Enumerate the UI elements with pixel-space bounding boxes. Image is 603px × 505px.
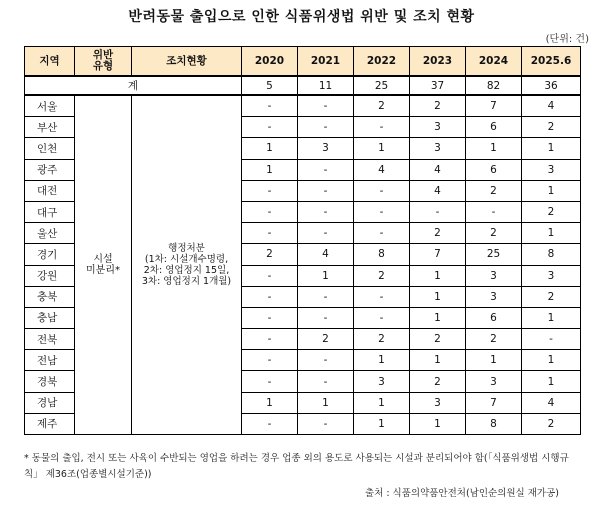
value-cell: 1 bbox=[522, 138, 581, 159]
action-cell: 행정처분 (1차: 시설개수명령, 2차: 영업정지 15일, 3차: 영업정지 1개월) bbox=[132, 95, 242, 435]
value-cell: 1 bbox=[410, 286, 466, 307]
region-cell: 경북 bbox=[25, 371, 75, 392]
value-cell: - bbox=[354, 117, 410, 138]
value-cell: - bbox=[298, 223, 354, 244]
total-cell: 37 bbox=[410, 76, 466, 95]
value-cell: 1 bbox=[242, 138, 298, 159]
value-cell: - bbox=[242, 95, 298, 117]
region-cell: 경기 bbox=[25, 244, 75, 265]
value-cell: 1 bbox=[354, 413, 410, 434]
region-cell: 충북 bbox=[25, 286, 75, 307]
violation-type-cell: 시설 미분리* bbox=[75, 95, 132, 435]
value-cell: - bbox=[298, 307, 354, 328]
value-cell: - bbox=[298, 117, 354, 138]
value-cell: 1 bbox=[522, 180, 581, 201]
value-cell: - bbox=[298, 201, 354, 222]
value-cell: - bbox=[298, 159, 354, 180]
value-cell: 2 bbox=[466, 329, 522, 350]
value-cell: 1 bbox=[298, 392, 354, 413]
value-cell: - bbox=[354, 223, 410, 244]
header-cell: 2025.6 bbox=[522, 47, 581, 77]
total-row bbox=[25, 76, 581, 95]
value-cell: 8 bbox=[522, 244, 581, 265]
value-cell: 2 bbox=[466, 223, 522, 244]
value-cell: 7 bbox=[466, 95, 522, 117]
unit-label: (단위: 건) bbox=[545, 34, 589, 45]
value-cell: - bbox=[298, 350, 354, 371]
value-cell: - bbox=[522, 329, 581, 350]
value-cell: 1 bbox=[298, 265, 354, 286]
region-cell: 인천 bbox=[25, 138, 75, 159]
value-cell: 4 bbox=[410, 180, 466, 201]
footnote: * 동물의 출입, 전시 또는 사육이 수반되는 영업을 하려는 경우 업종 외의 용도로 사용되는 시설과 분리되어야 함(「식품위생법 시행규칙」 제36조(업종별시설기준)) bbox=[24, 453, 569, 480]
region-cell: 광주 bbox=[25, 159, 75, 180]
value-cell: 3 bbox=[466, 371, 522, 392]
region-cell: 부산 bbox=[25, 117, 75, 138]
value-cell: - bbox=[298, 95, 354, 117]
value-cell: 4 bbox=[354, 159, 410, 180]
value-cell: - bbox=[242, 307, 298, 328]
value-cell: - bbox=[354, 180, 410, 201]
region-cell: 서울 bbox=[25, 95, 75, 117]
value-cell: - bbox=[298, 413, 354, 434]
value-cell: - bbox=[298, 371, 354, 392]
value-cell: 4 bbox=[298, 244, 354, 265]
value-cell: - bbox=[354, 201, 410, 222]
value-cell: 3 bbox=[466, 265, 522, 286]
value-cell: 2 bbox=[522, 201, 581, 222]
value-cell: 4 bbox=[522, 95, 581, 117]
header-cell: 2021 bbox=[298, 47, 354, 77]
value-cell: - bbox=[298, 286, 354, 307]
value-cell: 7 bbox=[466, 392, 522, 413]
value-cell: 2 bbox=[298, 329, 354, 350]
value-cell: 2 bbox=[522, 286, 581, 307]
region-cell: 충남 bbox=[25, 307, 75, 328]
value-cell: 1 bbox=[522, 371, 581, 392]
value-cell: 1 bbox=[242, 392, 298, 413]
value-cell: - bbox=[242, 413, 298, 434]
value-cell: 8 bbox=[354, 244, 410, 265]
source-label: 출처 : 식품의약품안전처(남인순의원실 재가공) bbox=[364, 488, 559, 499]
value-cell: - bbox=[242, 371, 298, 392]
region-cell: 강원 bbox=[25, 265, 75, 286]
value-cell: 1 bbox=[354, 350, 410, 371]
value-cell: 2 bbox=[354, 265, 410, 286]
header-cell: 조치현황 bbox=[132, 47, 242, 77]
value-cell: 2 bbox=[410, 329, 466, 350]
page-title: 반려동물 출입으로 인한 식품위생법 위반 및 조치 현황 bbox=[128, 9, 475, 25]
value-cell: 1 bbox=[466, 138, 522, 159]
value-cell: 1 bbox=[410, 307, 466, 328]
value-cell: - bbox=[242, 329, 298, 350]
value-cell: 1 bbox=[354, 392, 410, 413]
header-cell: 2023 bbox=[410, 47, 466, 77]
region-cell: 대구 bbox=[25, 201, 75, 222]
value-cell: 1 bbox=[242, 159, 298, 180]
value-cell: - bbox=[242, 117, 298, 138]
value-cell: 2 bbox=[410, 223, 466, 244]
total-cell: 82 bbox=[466, 76, 522, 95]
total-cell: 11 bbox=[298, 76, 354, 95]
value-cell: 2 bbox=[466, 180, 522, 201]
value-cell: - bbox=[242, 350, 298, 371]
region-cell: 경남 bbox=[25, 392, 75, 413]
header-cell: 2022 bbox=[354, 47, 410, 77]
value-cell: 2 bbox=[410, 371, 466, 392]
value-cell: 3 bbox=[522, 265, 581, 286]
value-cell: 2 bbox=[410, 95, 466, 117]
value-cell: 3 bbox=[410, 392, 466, 413]
value-cell: 7 bbox=[410, 244, 466, 265]
value-cell: - bbox=[298, 180, 354, 201]
value-cell: 3 bbox=[410, 117, 466, 138]
total-cell: 36 bbox=[522, 76, 581, 95]
value-cell: 2 bbox=[354, 95, 410, 117]
value-cell: 6 bbox=[466, 117, 522, 138]
value-cell: - bbox=[354, 307, 410, 328]
header-cell: 2024 bbox=[466, 47, 522, 77]
value-cell: 3 bbox=[298, 138, 354, 159]
value-cell: 3 bbox=[522, 159, 581, 180]
header-row bbox=[25, 47, 581, 77]
header-cell: 2020 bbox=[242, 47, 298, 77]
value-cell: - bbox=[410, 201, 466, 222]
total-cell: 5 bbox=[242, 76, 298, 95]
total-label: 계 bbox=[25, 76, 242, 95]
value-cell: 8 bbox=[466, 413, 522, 434]
total-cell: 25 bbox=[354, 76, 410, 95]
value-cell: 1 bbox=[410, 350, 466, 371]
value-cell: - bbox=[354, 286, 410, 307]
value-cell: 25 bbox=[466, 244, 522, 265]
value-cell: 2 bbox=[242, 244, 298, 265]
value-cell: - bbox=[242, 180, 298, 201]
region-cell: 울산 bbox=[25, 223, 75, 244]
value-cell: 4 bbox=[410, 159, 466, 180]
value-cell: 3 bbox=[410, 138, 466, 159]
value-cell: - bbox=[242, 286, 298, 307]
region-cell: 대전 bbox=[25, 180, 75, 201]
violation-table bbox=[24, 46, 581, 435]
value-cell: - bbox=[242, 223, 298, 244]
region-cell: 전북 bbox=[25, 329, 75, 350]
region-cell: 전남 bbox=[25, 350, 75, 371]
value-cell: 4 bbox=[522, 392, 581, 413]
value-cell: 2 bbox=[522, 117, 581, 138]
value-cell: 1 bbox=[522, 350, 581, 371]
value-cell: 3 bbox=[466, 286, 522, 307]
value-cell: 2 bbox=[354, 329, 410, 350]
value-cell: 1 bbox=[522, 223, 581, 244]
value-cell: 1 bbox=[466, 350, 522, 371]
value-cell: 6 bbox=[466, 307, 522, 328]
value-cell: - bbox=[466, 201, 522, 222]
value-cell: 1 bbox=[410, 413, 466, 434]
value-cell: 1 bbox=[522, 307, 581, 328]
value-cell: 3 bbox=[354, 371, 410, 392]
region-cell: 제주 bbox=[25, 413, 75, 434]
header-cell: 지역 bbox=[25, 47, 75, 77]
value-cell: 1 bbox=[410, 265, 466, 286]
value-cell: 6 bbox=[466, 159, 522, 180]
value-cell: 1 bbox=[354, 138, 410, 159]
value-cell: - bbox=[242, 265, 298, 286]
table-row bbox=[25, 95, 581, 117]
value-cell: - bbox=[242, 201, 298, 222]
value-cell: 2 bbox=[522, 413, 581, 434]
header-cell: 위반 유형 bbox=[75, 47, 132, 77]
